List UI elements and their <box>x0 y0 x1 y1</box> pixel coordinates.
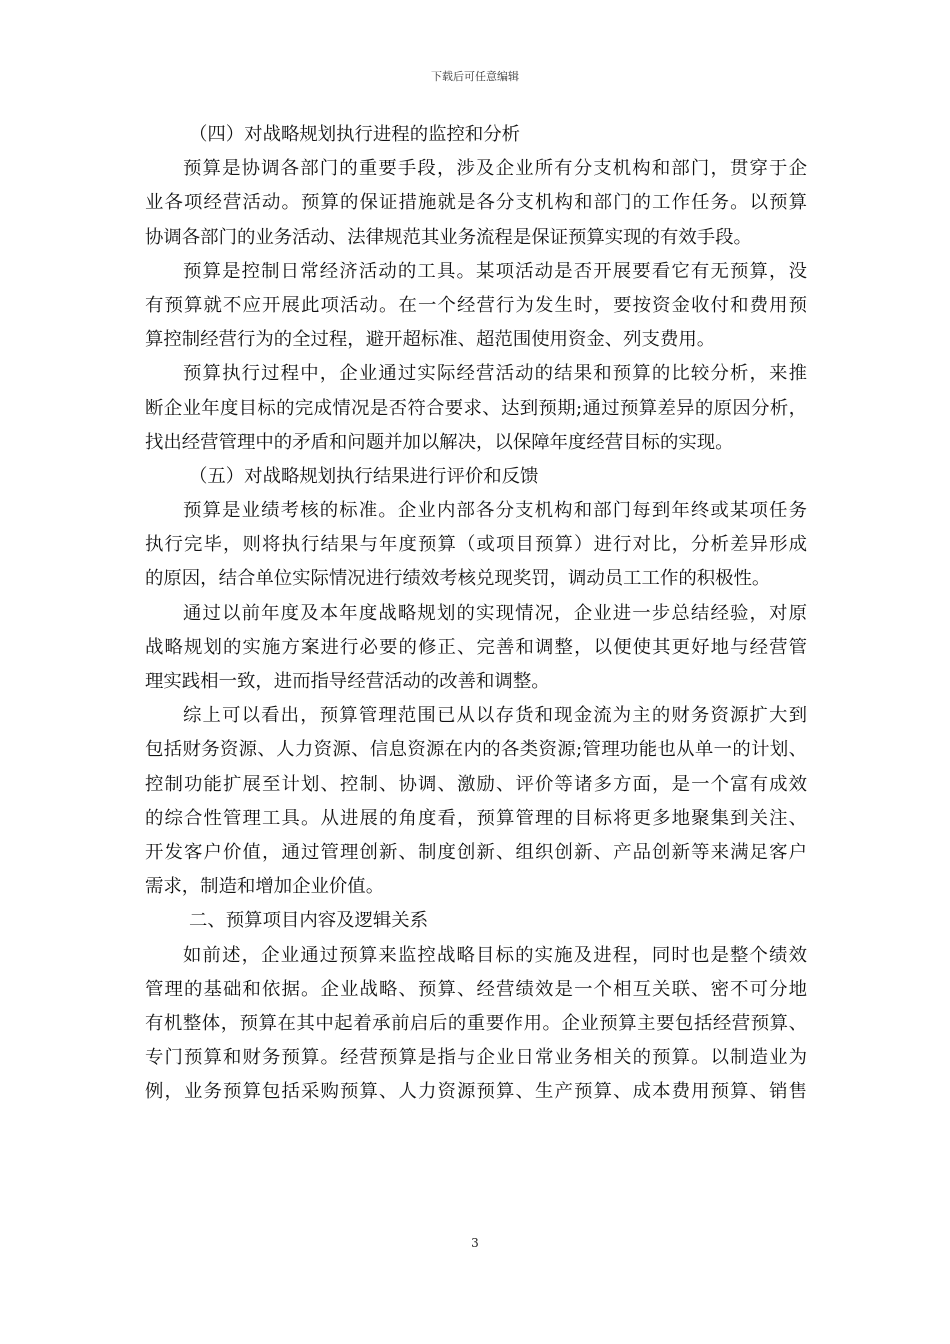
text-line: 的综合性管理工具。从进展的角度看，预算管理的目标将更多地聚集到关注、 <box>145 807 807 829</box>
text-line: 管理的基础和依据。企业战略、预算、经营绩效是一个相互关联、密不可分地 <box>145 978 807 1000</box>
text-line: 预算是协调各部门的重要手段，涉及企业所有分支机构和部门，贯穿于企 <box>183 158 807 180</box>
text-line: 通过以前年度及本年度战略规划的实现情况，企业进一步总结经验，对原 <box>183 602 807 624</box>
text-line: 包括财务资源、人力资源、信息资源在内的各类资源;管理功能也从单一的计划、 <box>145 739 807 761</box>
text-line: 需求，制造和增加企业价值。 <box>145 876 385 898</box>
text-line: 算控制经营行为的全过程，避开超标准、超范围使用资金、列支费用。 <box>145 329 716 351</box>
text-line: 预算是业绩考核的标准。企业内部各分支机构和部门每到年终或某项任务 <box>183 500 807 522</box>
text-line: 断企业年度目标的完成情况是否符合要求、达到预期;通过预算差异的原因分析， <box>145 397 807 419</box>
text-line: 的原因，结合单位实际情况进行绩效考核兑现奖罚，调动员工工作的积极性。 <box>145 568 771 590</box>
text-line: 控制功能扩展至计划、控制、协调、激励、评价等诸多方面，是一个富有成效 <box>145 773 807 795</box>
text-line: 有机整体，预算在其中起着承前启后的重要作用。企业预算主要包括经营预算、 <box>145 1012 807 1034</box>
document-body <box>145 118 807 1109</box>
text-line: 例，业务预算包括采购预算、人力资源预算、生产预算、成本费用预算、销售 <box>145 1081 807 1103</box>
text-line: 综上可以看出，预算管理范围已从以存货和现金流为主的财务资源扩大到 <box>183 705 807 727</box>
text-line: 预算是控制日常经济活动的工具。某项活动是否开展要看它有无预算，没 <box>183 260 807 282</box>
page-number: 3 <box>471 1236 479 1250</box>
text-line: 开发客户价值，通过管理创新、制度创新、组织创新、产品创新等来满足客户 <box>145 841 807 863</box>
text-line: 战略规划的实施方案进行必要的修正、完善和调整，以便使其更好地与经营管 <box>145 636 807 658</box>
text-line: 执行完毕，则将执行结果与年度预算（或项目预算）进行对比，分析差异形成 <box>145 534 807 556</box>
text-line: 协调各部门的业务活动、法律规范其业务流程是保证预算实现的有效手段。 <box>145 226 752 248</box>
text-line: 如前述，企业通过预算来监控战略目标的实施及进程，同时也是整个绩效 <box>183 944 807 966</box>
text-line: 有预算就不应开展此项活动。在一个经营行为发生时，要按资金收付和费用预 <box>145 294 807 316</box>
text-line: 理实践相一致，进而指导经营活动的改善和调整。 <box>145 671 550 692</box>
text-line: 专门预算和财务预算。经营预算是指与企业日常业务相关的预算。以制造业为 <box>145 1047 807 1069</box>
text-line: （四）对战略规划执行进程的监控和分析 <box>189 124 521 145</box>
text-line: 找出经营管理中的矛盾和问题并加以解决，以保障年度经营目标的实现。 <box>145 431 734 453</box>
text-line: 预算执行过程中，企业通过实际经营活动的结果和预算的比较分析，来推 <box>183 363 807 385</box>
page-header: 下载后可任意编辑 <box>431 70 519 83</box>
text-line: （五）对战略规划执行结果进行评价和反馈 <box>189 465 539 487</box>
text-line: 业各项经营活动。预算的保证措施就是各分支机构和部门的工作任务。以预算 <box>145 192 807 214</box>
text-line: 二、预算项目内容及逻辑关系 <box>189 910 429 932</box>
